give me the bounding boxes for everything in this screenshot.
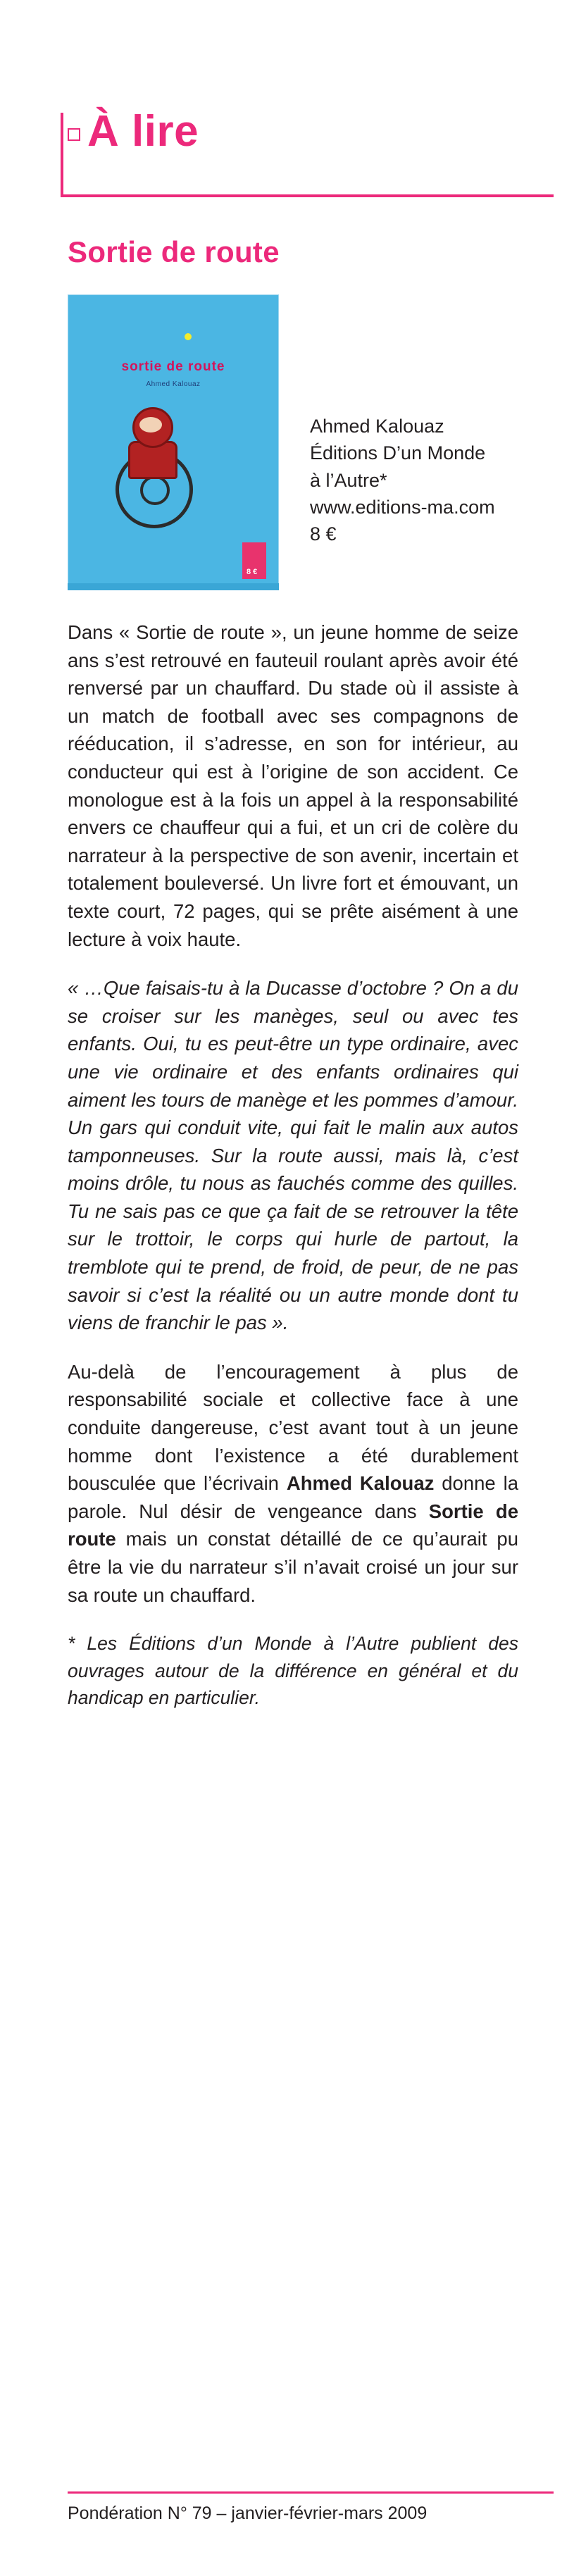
square-bullet-icon [68,128,80,141]
footer-text: Pondération N° 79 – janvier-février-mars 2009 [68,2503,428,2523]
cover-title-text: sortie de route [121,359,225,374]
paragraph-commentary-part2: donne la parole. Nul désir de vengeance dans [68,1472,518,1522]
book-cover-image [68,294,279,590]
header-bottom-rule [61,194,554,197]
book-block [68,294,574,590]
book-price: 8 € [310,523,337,545]
book-title-emphasis: Sortie de route [68,1500,518,1550]
cover-author-text: Ahmed Kalouaz [146,380,201,388]
book-metadata [310,413,495,548]
article-body [68,618,518,1711]
paragraph-commentary-part3: mais un constat détaillé de ce qu’aurait pu être la vie du narrateur s’il n’avait croisé un jour sur sa route un chauffard. [68,1528,518,1606]
cover-bottom-strip [68,583,279,590]
footer-rule [68,2491,554,2494]
paragraph-commentary-part1: Au-delà de l’encouragement à plus de responsabilité sociale et collective face à une conduite dangereuse, c’est avant tout à un jeune homme dont l’existence a été durablement bousculée que l’écrivain [68,1360,518,1495]
page [0,106,574,2576]
page-title: À lire [87,107,199,156]
paragraph-intro: Dans « Sortie de route », un jeune homme de seize ans s’est retrouvé en fauteuil roulant après avoir été renversé par un chauffard. Du stade où il assiste à un match de football avec ses compagnons de rééducation, il s’adresse, en son for intérieur, au conducteur qui est à l’origine de son accident. Ce monologue est à la fois un appel à la responsabilité envers ce chauffeur qui a fui, et un cri de colère du narrateur à la perspective de son avenir, incertain et totalement bouleversé. Un livre fort et émouvant, un texte court, 72 pages, qui se prête aisément à une lecture à voix haute. [68,621,518,950]
cover-price-badge [242,542,266,579]
book-publisher-line2: à l’Autre* [310,469,387,491]
book-website[interactable]: www.editions-ma.com [310,496,495,518]
figure-face-shape [139,417,162,433]
author-name-emphasis: Ahmed Kalouaz [286,1472,435,1495]
section-header [0,106,574,197]
page-footer [68,2491,554,2524]
book-author: Ahmed Kalouaz [310,416,444,437]
book-publisher: Éditions D’un Monde [310,442,486,464]
cover-price-text: 8 € [247,568,258,576]
header-left-rule [61,113,63,197]
article-title: Sortie de route [68,235,280,268]
cover-wheelchair-illustration [108,407,193,513]
paragraph-commentary [68,1358,518,1609]
paragraph-quote: « …Que faisais-tu à la Ducasse d’octobre ? On a du se croiser sur les manèges, seul ou avec tes enfants. Oui, tu es peut-être un type ordinaire, avec une vie ordinaire et des enfants ordinaires qui aiment les tours de manège et les pommes d’amour. Un gars qui conduit vite, qui fait le malin aux autos tamponneuses. Sur la route aussi, mais là, c’est moins drôle, tu nous as fauchés comme des quilles. Tu ne sais pas ce que ça fait de se retrouver la tête sur le trottoir, le corps qui hurle de partout, la tremblote qui te prend, de froid, de peur, de ne pas savoir si c’est la réalité ou un autre monde dont tu viens de franchir le pas ». [68,977,518,1334]
cover-dot-decor [185,333,192,340]
paragraph-footnote: * Les Éditions d’un Monde à l’Autre publient des ouvrages autour de la différence en général et du handicap en particulier. [68,1633,518,1709]
